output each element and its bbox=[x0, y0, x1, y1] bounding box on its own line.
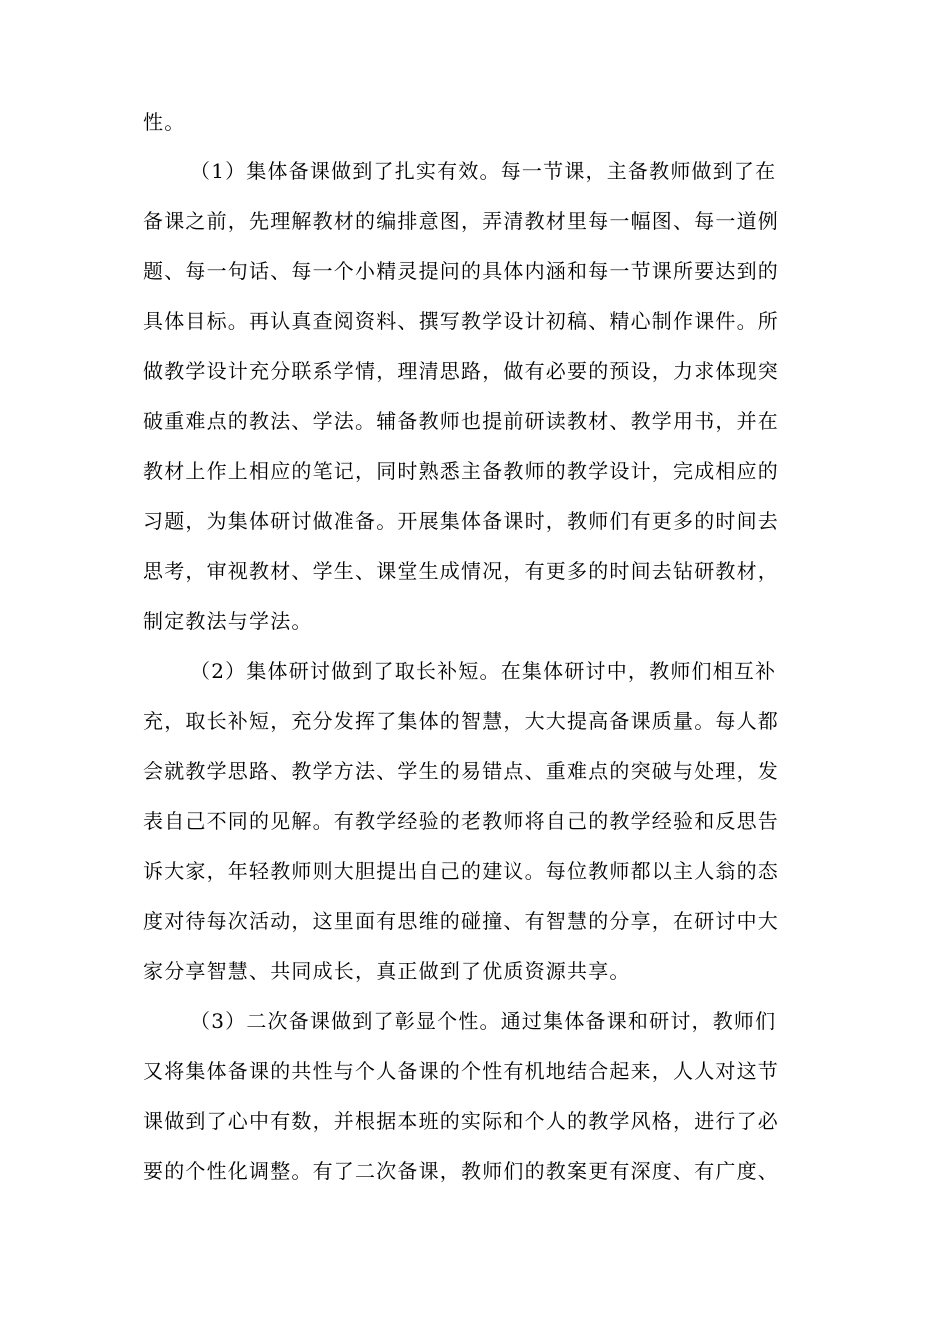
text-line: 家分享智慧、共同成长，真正做到了优质资源共享。 bbox=[143, 959, 631, 983]
text-line: 要的个性化调整。有了二次备课，教师们的教案更有深度、有广度、 bbox=[143, 1159, 779, 1183]
text-line: 破重难点的教法、学法。辅备教师也提前研读教材、教学用书，并在 bbox=[143, 409, 779, 433]
paragraph-2-first-line: （2）集体研讨做到了取长补短。在集体研讨中，教师们相互补 bbox=[190, 659, 777, 683]
text-line: 度对待每次活动，这里面有思维的碰撞、有智慧的分享，在研讨中大 bbox=[143, 909, 779, 933]
text-line: 习题，为集体研讨做准备。开展集体备课时，教师们有更多的时间去 bbox=[143, 509, 779, 533]
text-line: 性。 bbox=[143, 110, 186, 134]
text-line: 又将集体备课的共性与个人备课的个性有机地结合起来，人人对这节 bbox=[143, 1059, 779, 1083]
text-line: 会就教学思路、教学方法、学生的易错点、重难点的突破与处理，发 bbox=[143, 759, 779, 783]
paragraph-1-first-line: （1）集体备课做到了扎实有效。每一节课，主备教师做到了在 bbox=[190, 159, 777, 183]
text-line: 备课之前，先理解教材的编排意图，弄清教材里每一幅图、每一道例 bbox=[143, 209, 779, 233]
text-line: 做教学设计充分联系学情，理清思路，做有必要的预设，力求体现突 bbox=[143, 359, 779, 383]
text-line: 课做到了心中有数，并根据本班的实际和个人的教学风格，进行了必 bbox=[143, 1109, 779, 1133]
text-line: 表自己不同的见解。有教学经验的老教师将自己的教学经验和反思告 bbox=[143, 809, 779, 833]
text-line: 具体目标。再认真查阅资料、撰写教学设计初稿、精心制作课件。所 bbox=[143, 309, 779, 333]
text-line: 制定教法与学法。 bbox=[143, 609, 313, 633]
text-line: 充，取长补短，充分发挥了集体的智慧，大大提高备课质量。每人都 bbox=[143, 709, 779, 733]
text-line: 教材上作上相应的笔记，同时熟悉主备教师的教学设计，完成相应的 bbox=[143, 459, 779, 483]
paragraph-3-first-line: （3）二次备课做到了彰显个性。通过集体备课和研讨，教师们 bbox=[190, 1009, 777, 1033]
text-line: 思考，审视教材、学生、课堂生成情况，有更多的时间去钻研教材， bbox=[143, 559, 779, 583]
text-line: 题、每一句话、每一个小精灵提问的具体内涵和每一节课所要达到的 bbox=[143, 259, 779, 283]
text-line: 诉大家，年轻教师则大胆提出自己的建议。每位教师都以主人翁的态 bbox=[143, 859, 779, 883]
